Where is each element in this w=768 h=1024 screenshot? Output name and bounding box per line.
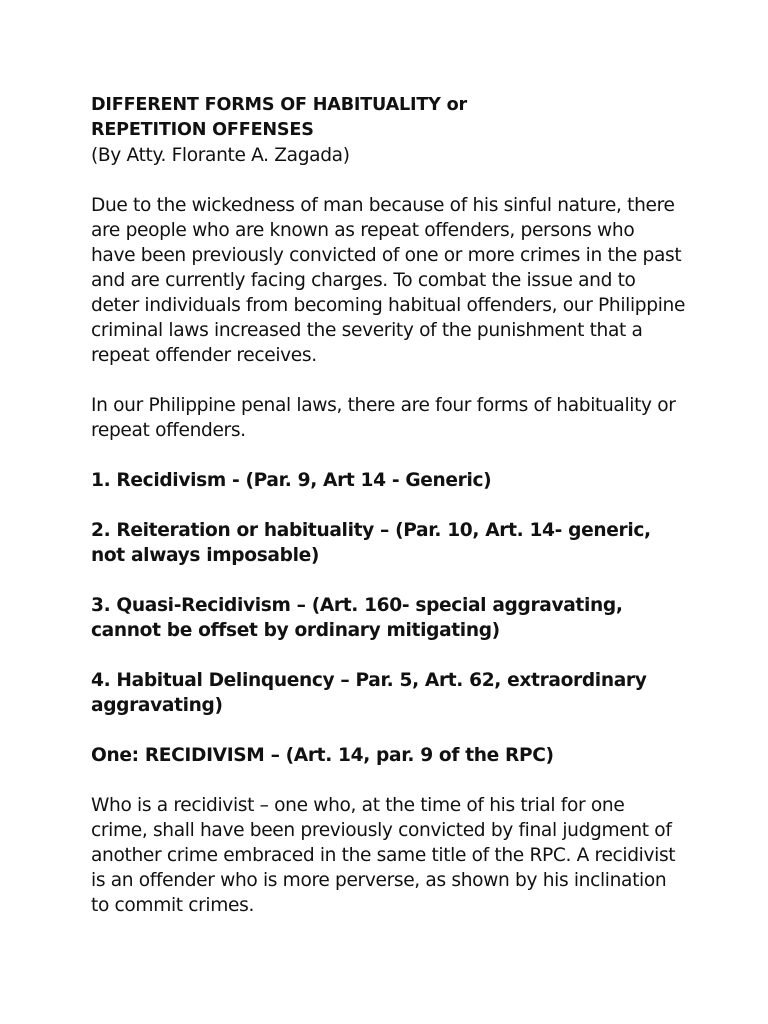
intro-line: criminal laws increased the severity of the punishment that a <box>91 320 643 341</box>
form-item-habitual-delinquency <box>91 668 691 718</box>
form-item-line: not always imposable) <box>91 545 319 566</box>
intro-paragraph <box>91 193 691 368</box>
intro-line: and are currently facing charges. To combat the issue and to <box>91 270 636 291</box>
document-title <box>91 93 691 143</box>
title-or-word: or <box>440 95 468 115</box>
form-item-line: 4. Habitual Delinquency – Par. 5, Art. 62, extraordinary <box>91 670 647 691</box>
form-item-line: 3. Quasi-Recidivism – (Art. 160- special aggravating, <box>91 595 623 616</box>
section-heading-recidivism <box>91 743 691 768</box>
author-byline: (By Atty. Florante A. Zagada) <box>91 145 350 166</box>
intro-line: have been previously convicted of one or more crimes in the past <box>91 245 682 266</box>
forms-intro-line: repeat offenders. <box>91 420 246 441</box>
definition-line: another crime embraced in the same title of the RPC. A recidivist <box>91 845 676 866</box>
title-line-1 <box>91 93 691 118</box>
form-item-recidivism <box>91 468 691 493</box>
intro-line: are people who are known as repeat offenders, persons who <box>91 220 635 241</box>
definition-line: is an offender who is more perverse, as shown by his inclination <box>91 870 667 891</box>
form-item-line: 1. Recidivism - (Par. 9, Art 14 - Generic) <box>91 470 492 491</box>
form-item-quasi-recidivism <box>91 593 691 643</box>
forms-intro-paragraph <box>91 393 691 443</box>
definition-line: to commit crimes. <box>91 895 255 916</box>
definition-paragraph <box>91 793 691 918</box>
form-item-line: cannot be offset by ordinary mitigating) <box>91 620 500 641</box>
forms-intro-line: In our Philippine penal laws, there are four forms of habituality or <box>91 395 676 416</box>
title-bold-part: DIFFERENT FORMS OF HABITUALITY <box>91 95 441 115</box>
title-line-2: REPETITION OFFENSES <box>91 120 314 140</box>
definition-line: crime, shall have been previously convicted by final judgment of <box>91 820 672 841</box>
intro-line: Due to the wickedness of man because of his sinful nature, there <box>91 195 675 216</box>
form-item-reiteration <box>91 518 691 568</box>
intro-line: deter individuals from becoming habitual offenders, our Philippine <box>91 295 686 316</box>
form-item-line: 2. Reiteration or habituality – (Par. 10, Art. 14- generic, <box>91 520 651 541</box>
form-item-line: aggravating) <box>91 695 223 716</box>
intro-line: repeat offender receives. <box>91 345 317 366</box>
document-page <box>91 93 691 943</box>
definition-line: Who is a recidivist – one who, at the time of his trial for one <box>91 795 625 816</box>
section-heading-line: One: RECIDIVISM – (Art. 14, par. 9 of the RPC) <box>91 745 554 766</box>
